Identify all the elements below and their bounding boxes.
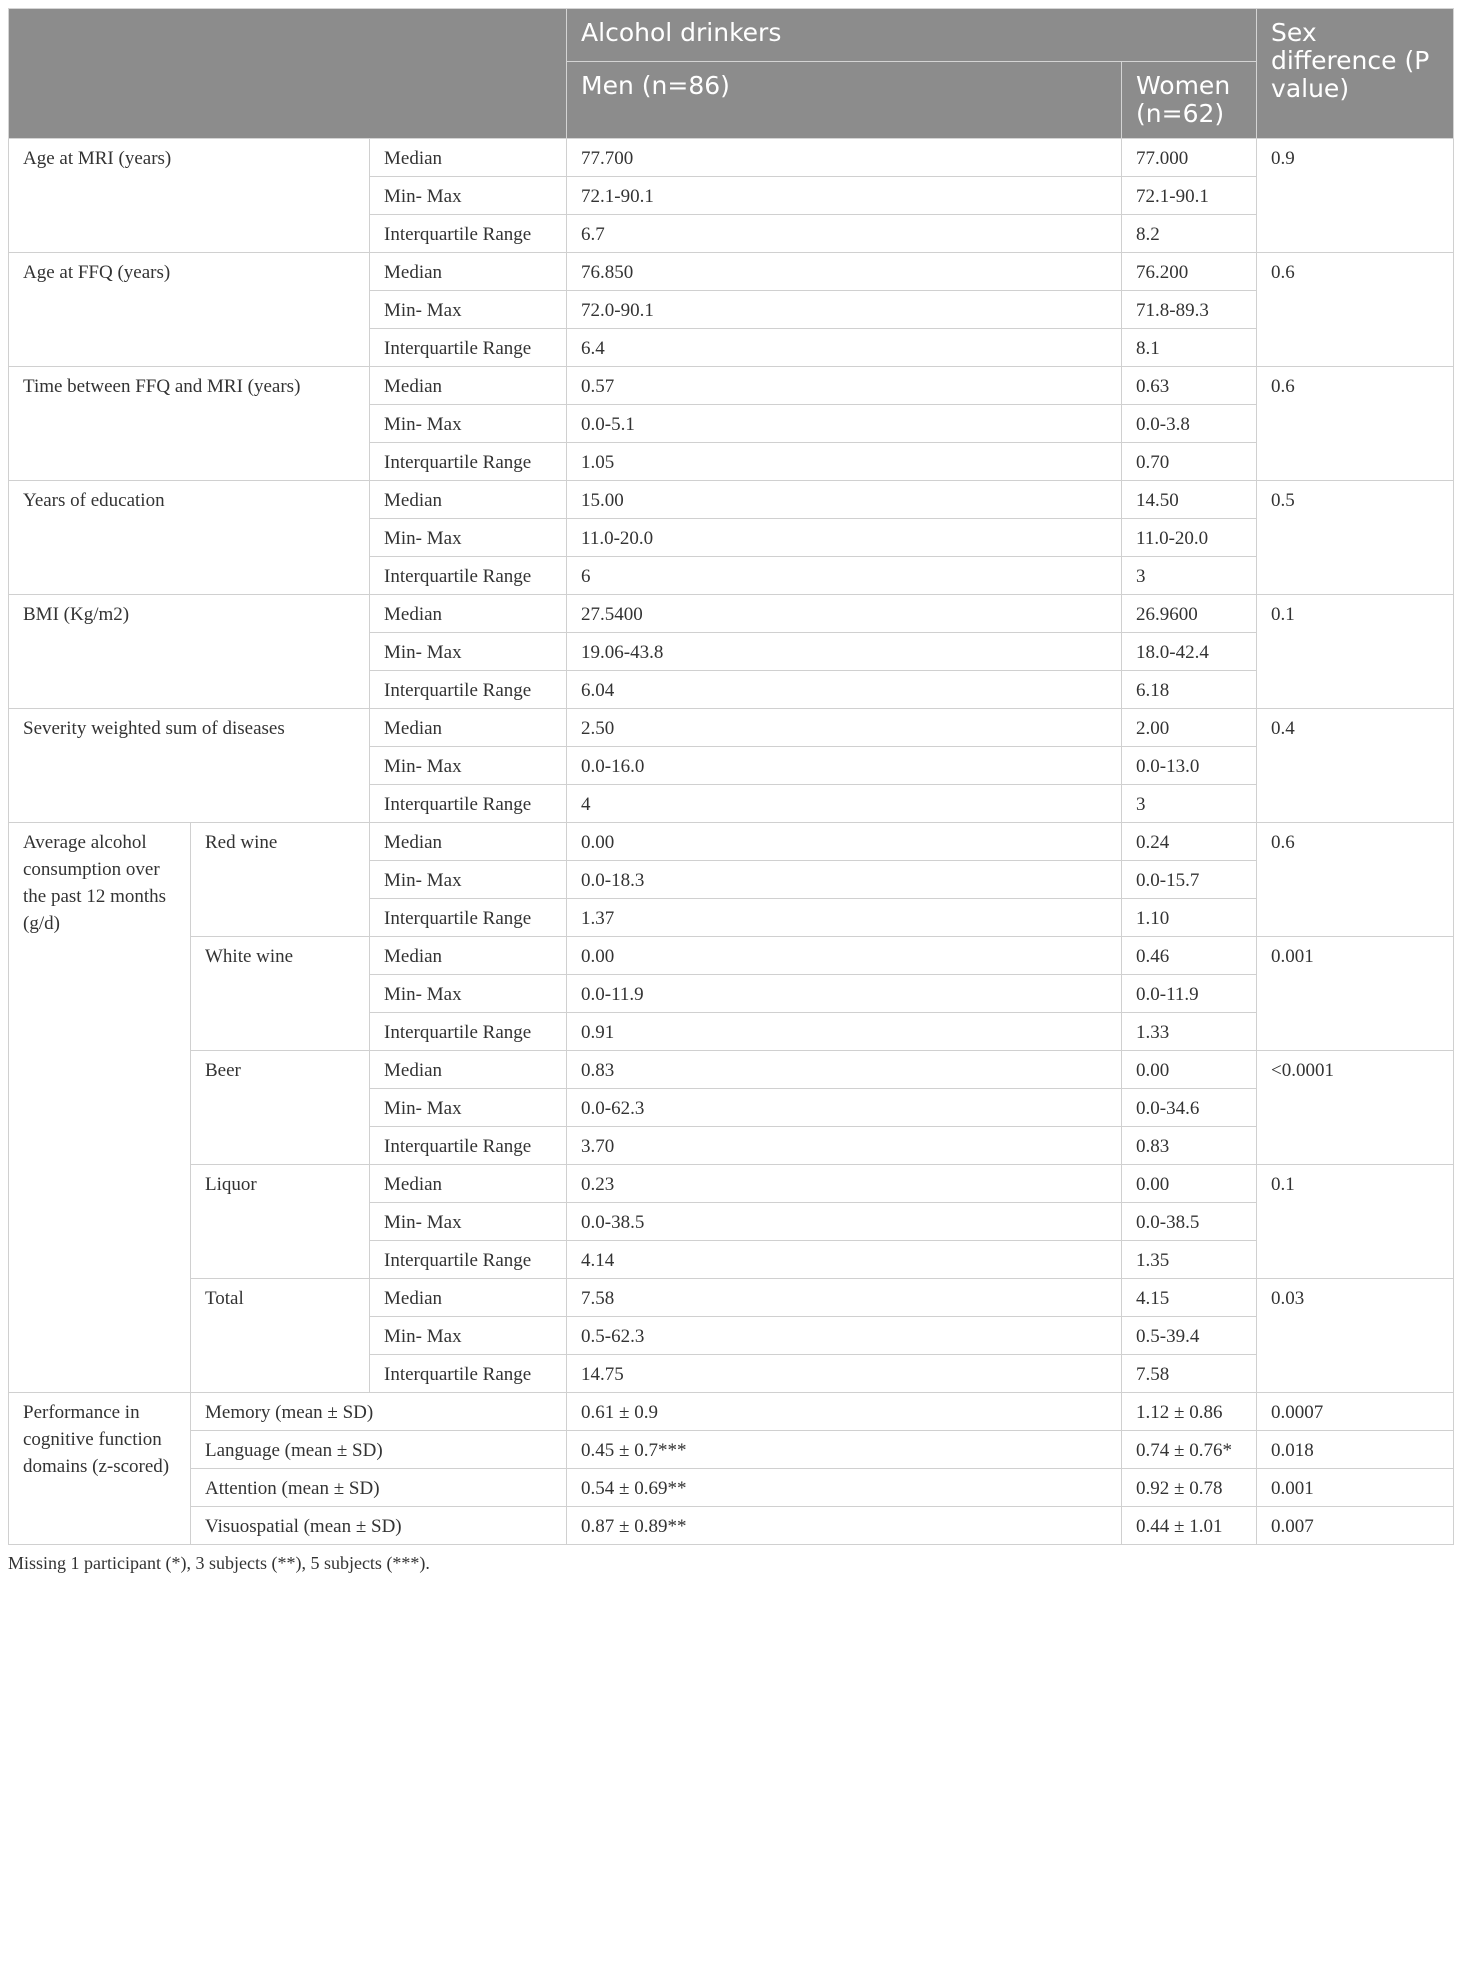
domain-label: Attention (mean ± SD) (191, 1469, 567, 1507)
women-value: 0.70 (1122, 443, 1257, 481)
men-value: 0.5-62.3 (567, 1317, 1122, 1355)
cognitive-group-label: Performance in cognitive function domains (z-scored) (9, 1393, 191, 1545)
men-value: 0.0-62.3 (567, 1089, 1122, 1127)
stat-label: Min- Max (370, 1089, 567, 1127)
men-value: 11.0-20.0 (567, 519, 1122, 557)
header-sex-difference: Sex difference (P value) (1257, 9, 1454, 139)
stat-label: Median (370, 481, 567, 519)
men-value: 6 (567, 557, 1122, 595)
table-row (9, 1051, 1454, 1089)
stat-label: Median (370, 709, 567, 747)
stat-label: Interquartile Range (370, 215, 567, 253)
men-value: 0.87 ± 0.89** (567, 1507, 1122, 1545)
beverage-label: Total (191, 1279, 370, 1393)
men-value: 4.14 (567, 1241, 1122, 1279)
table-row (9, 709, 1454, 747)
women-value: 26.9600 (1122, 595, 1257, 633)
stat-label: Median (370, 937, 567, 975)
men-value: 7.58 (567, 1279, 1122, 1317)
domain-label: Visuospatial (mean ± SD) (191, 1507, 567, 1545)
men-value: 0.23 (567, 1165, 1122, 1203)
p-value: <0.0001 (1257, 1051, 1454, 1165)
men-value: 0.0-18.3 (567, 861, 1122, 899)
p-value: 0.007 (1257, 1507, 1454, 1545)
women-value: 0.0-3.8 (1122, 405, 1257, 443)
p-value: 0.03 (1257, 1279, 1454, 1393)
table-row (9, 937, 1454, 975)
men-value: 0.00 (567, 823, 1122, 861)
men-value: 4 (567, 785, 1122, 823)
beverage-label: Red wine (191, 823, 370, 937)
stat-label: Median (370, 253, 567, 291)
men-value: 77.700 (567, 139, 1122, 177)
women-value: 0.74 ± 0.76* (1122, 1431, 1257, 1469)
men-value: 6.4 (567, 329, 1122, 367)
alcohol-group-label: Average alcohol consumption over the past 12 months (g/d) (9, 823, 191, 1393)
table-row (9, 1393, 1454, 1431)
stat-label: Interquartile Range (370, 785, 567, 823)
header-women: Women (n=62) (1122, 62, 1257, 139)
stat-label: Interquartile Range (370, 443, 567, 481)
women-value: 72.1-90.1 (1122, 177, 1257, 215)
stat-label: Median (370, 1165, 567, 1203)
women-value: 7.58 (1122, 1355, 1257, 1393)
table-row (9, 823, 1454, 861)
men-value: 0.54 ± 0.69** (567, 1469, 1122, 1507)
domain-label: Memory (mean ± SD) (191, 1393, 567, 1431)
women-value: 0.00 (1122, 1051, 1257, 1089)
women-value: 0.0-38.5 (1122, 1203, 1257, 1241)
demographics-table (8, 8, 1454, 1545)
table-row (9, 1469, 1454, 1507)
women-value: 1.10 (1122, 899, 1257, 937)
p-value: 0.5 (1257, 481, 1454, 595)
table-row (9, 1279, 1454, 1317)
variable-label: BMI (Kg/m2) (9, 595, 370, 709)
stat-label: Interquartile Range (370, 1241, 567, 1279)
women-value: 77.000 (1122, 139, 1257, 177)
women-value: 0.46 (1122, 937, 1257, 975)
p-value: 0.1 (1257, 595, 1454, 709)
variable-label: Age at MRI (years) (9, 139, 370, 253)
header-blank (9, 9, 567, 139)
stat-label: Interquartile Range (370, 671, 567, 709)
women-value: 6.18 (1122, 671, 1257, 709)
women-value: 1.33 (1122, 1013, 1257, 1051)
stat-label: Min- Max (370, 291, 567, 329)
women-value: 2.00 (1122, 709, 1257, 747)
table-footnote: Missing 1 participant (*), 3 subjects (**), 5 subjects (***). (8, 1553, 430, 1573)
stat-label: Interquartile Range (370, 557, 567, 595)
women-value: 1.12 ± 0.86 (1122, 1393, 1257, 1431)
stat-label: Min- Max (370, 975, 567, 1013)
variable-label: Years of education (9, 481, 370, 595)
women-value: 76.200 (1122, 253, 1257, 291)
stat-label: Min- Max (370, 633, 567, 671)
domain-label: Language (mean ± SD) (191, 1431, 567, 1469)
p-value: 0.0007 (1257, 1393, 1454, 1431)
women-value: 0.44 ± 1.01 (1122, 1507, 1257, 1545)
table-row (9, 253, 1454, 291)
women-value: 14.50 (1122, 481, 1257, 519)
women-value: 0.0-11.9 (1122, 975, 1257, 1013)
p-value: 0.6 (1257, 253, 1454, 367)
p-value: 0.9 (1257, 139, 1454, 253)
men-value: 6.7 (567, 215, 1122, 253)
p-value: 0.001 (1257, 1469, 1454, 1507)
women-value: 1.35 (1122, 1241, 1257, 1279)
stat-label: Min- Max (370, 747, 567, 785)
stat-label: Interquartile Range (370, 1355, 567, 1393)
stat-label: Median (370, 139, 567, 177)
men-value: 15.00 (567, 481, 1122, 519)
women-value: 8.1 (1122, 329, 1257, 367)
women-value: 0.83 (1122, 1127, 1257, 1165)
men-value: 0.91 (567, 1013, 1122, 1051)
p-value: 0.4 (1257, 709, 1454, 823)
women-value: 0.24 (1122, 823, 1257, 861)
women-value: 3 (1122, 785, 1257, 823)
men-value: 0.0-16.0 (567, 747, 1122, 785)
p-value: 0.6 (1257, 823, 1454, 937)
stat-label: Median (370, 595, 567, 633)
men-value: 76.850 (567, 253, 1122, 291)
men-value: 0.83 (567, 1051, 1122, 1089)
beverage-label: Beer (191, 1051, 370, 1165)
stat-label: Min- Max (370, 405, 567, 443)
men-value: 0.57 (567, 367, 1122, 405)
stat-label: Median (370, 1279, 567, 1317)
variable-label: Age at FFQ (years) (9, 253, 370, 367)
men-value: 27.5400 (567, 595, 1122, 633)
men-value: 0.0-5.1 (567, 405, 1122, 443)
stat-label: Interquartile Range (370, 1013, 567, 1051)
p-value: 0.018 (1257, 1431, 1454, 1469)
table-row (9, 481, 1454, 519)
women-value: 0.63 (1122, 367, 1257, 405)
women-value: 0.0-13.0 (1122, 747, 1257, 785)
data-table-container (8, 8, 1453, 1574)
men-value: 72.0-90.1 (567, 291, 1122, 329)
variable-label: Severity weighted sum of diseases (9, 709, 370, 823)
women-value: 0.0-34.6 (1122, 1089, 1257, 1127)
table-body (9, 139, 1454, 1545)
men-value: 0.0-38.5 (567, 1203, 1122, 1241)
men-value: 0.00 (567, 937, 1122, 975)
men-value: 0.45 ± 0.7*** (567, 1431, 1122, 1469)
men-value: 1.05 (567, 443, 1122, 481)
men-value: 0.61 ± 0.9 (567, 1393, 1122, 1431)
header-men: Men (n=86) (567, 62, 1122, 139)
p-value: 0.6 (1257, 367, 1454, 481)
variable-label: Time between FFQ and MRI (years) (9, 367, 370, 481)
women-value: 3 (1122, 557, 1257, 595)
table-row (9, 1431, 1454, 1469)
p-value: 0.001 (1257, 937, 1454, 1051)
stat-label: Median (370, 1051, 567, 1089)
table-row (9, 1165, 1454, 1203)
men-value: 6.04 (567, 671, 1122, 709)
stat-label: Min- Max (370, 1317, 567, 1355)
stat-label: Median (370, 367, 567, 405)
beverage-label: White wine (191, 937, 370, 1051)
stat-label: Min- Max (370, 1203, 567, 1241)
stat-label: Min- Max (370, 861, 567, 899)
stat-label: Median (370, 823, 567, 861)
men-value: 1.37 (567, 899, 1122, 937)
women-value: 4.15 (1122, 1279, 1257, 1317)
header-alcohol-drinkers: Alcohol drinkers (567, 9, 1257, 62)
stat-label: Min- Max (370, 177, 567, 215)
stat-label: Min- Max (370, 519, 567, 557)
table-row (9, 139, 1454, 177)
table-row (9, 1507, 1454, 1545)
men-value: 19.06-43.8 (567, 633, 1122, 671)
men-value: 3.70 (567, 1127, 1122, 1165)
men-value: 0.0-11.9 (567, 975, 1122, 1013)
stat-label: Interquartile Range (370, 899, 567, 937)
men-value: 2.50 (567, 709, 1122, 747)
women-value: 0.0-15.7 (1122, 861, 1257, 899)
stat-label: Interquartile Range (370, 1127, 567, 1165)
women-value: 71.8-89.3 (1122, 291, 1257, 329)
table-row (9, 367, 1454, 405)
men-value: 14.75 (567, 1355, 1122, 1393)
beverage-label: Liquor (191, 1165, 370, 1279)
women-value: 0.92 ± 0.78 (1122, 1469, 1257, 1507)
women-value: 11.0-20.0 (1122, 519, 1257, 557)
p-value: 0.1 (1257, 1165, 1454, 1279)
women-value: 8.2 (1122, 215, 1257, 253)
stat-label: Interquartile Range (370, 329, 567, 367)
women-value: 0.00 (1122, 1165, 1257, 1203)
table-row (9, 595, 1454, 633)
men-value: 72.1-90.1 (567, 177, 1122, 215)
women-value: 18.0-42.4 (1122, 633, 1257, 671)
women-value: 0.5-39.4 (1122, 1317, 1257, 1355)
